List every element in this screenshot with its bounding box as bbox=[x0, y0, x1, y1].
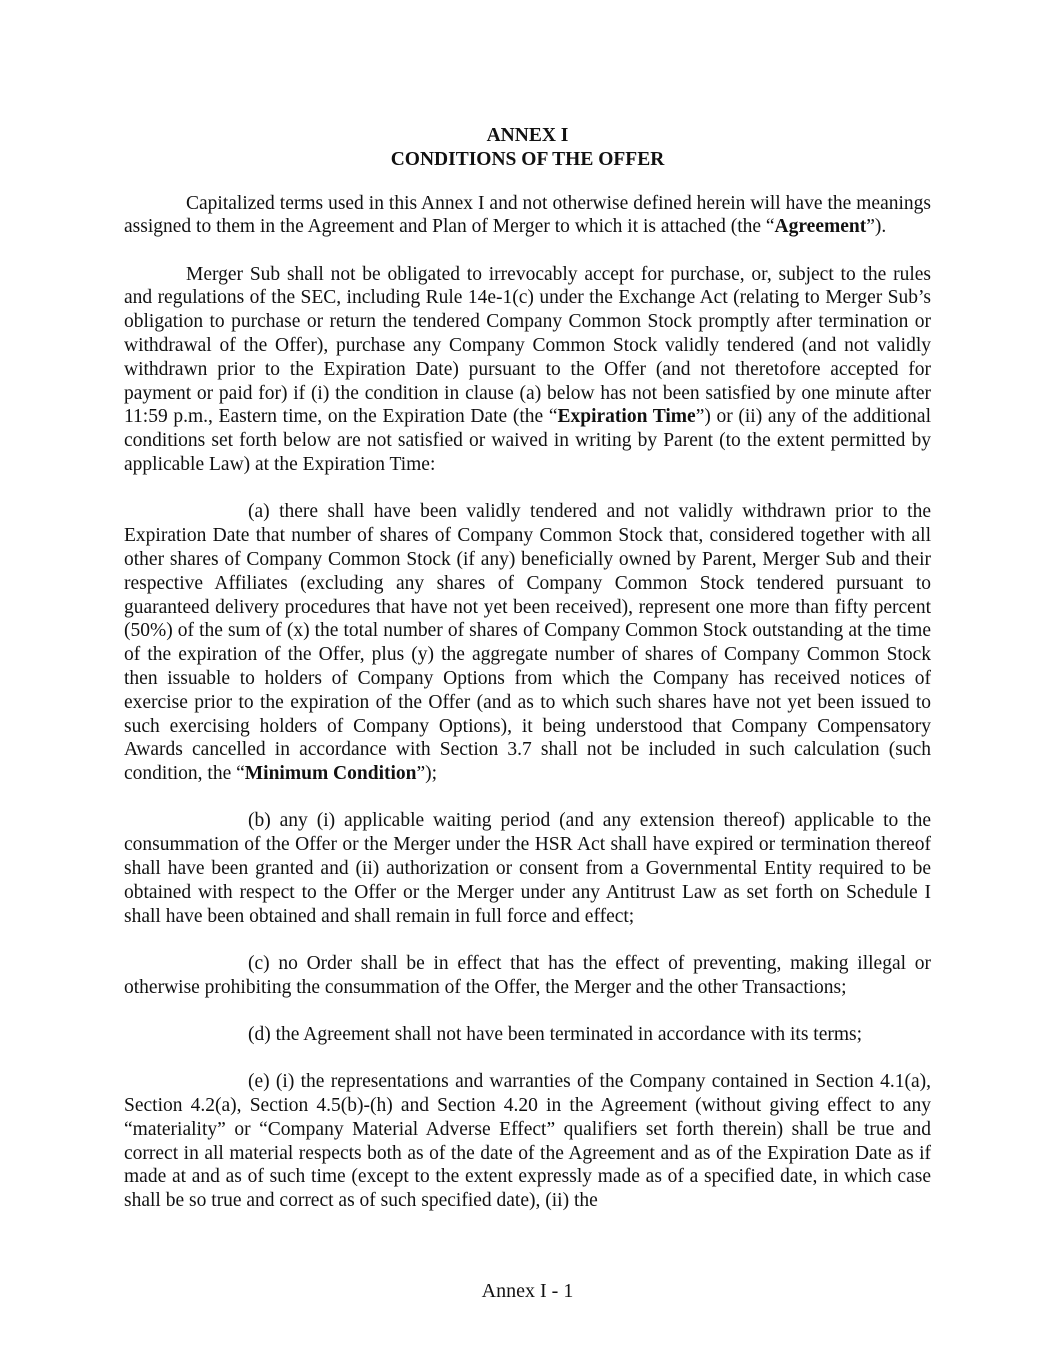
main-text-before: Merger Sub shall not be obligated to irrevocably accept for purchase, or, subject to the rules and regulations of the SEC, including Rule 14e-1(c) under the Exchange Act (relating to Merger Sub’s obligation to purchase or return the tendered Company Common Stock promptly after termination or withdrawal of the Offer), purchase any Company Common Stock validly tendered (and not validly withdrawn prior to the Expiration Date) pursuant to the Offer (and not theretofore accepted for payment or paid for) if (i) the condition in clause (a) below has not been satisfied by one minute after 11:59 p.m., Eastern time, on the Expiration Date (the “ bbox=[124, 263, 931, 428]
intro-paragraph bbox=[124, 192, 931, 240]
page-footer: Annex I - 1 bbox=[481, 1280, 574, 1302]
clause-c-paragraph: (c) no Order shall be in effect that has the effect of preventing, making illegal or otherwise prohibiting the consummation of the Offer, the Merger and the other Transactions; bbox=[124, 952, 931, 998]
main-defined-term: Expiration Time bbox=[557, 406, 696, 428]
clause-a-text-after: ”); bbox=[416, 763, 438, 785]
clause-a-paragraph bbox=[124, 500, 931, 786]
annex-title: ANNEX I bbox=[486, 125, 569, 146]
main-text-after: ”) or (ii) any of the additional conditions set forth below are not satisfied or waived in writing by Parent (to the extent permitted by applicable Law) at the Expiration Time: bbox=[124, 406, 931, 476]
intro-defined-term: Agreement bbox=[774, 216, 867, 238]
clause-e-paragraph: (e) (i) the representations and warranties of the Company contained in Section 4.1(a), Section 4.2(a), Section 4.5(b)-(h) and Section 4.20 in the Agreement (without giving effect to any “materiality” or “Company Material Adverse Effect” qualifiers set forth therein) shall be true and correct in all material respects both as of the date of the Agreement and as of the Expiration Date as if made at and as of such time (except to the extent expressly made as of a specified date, in which case shall be so true and correct as of such specified date), (ii) the bbox=[124, 1071, 931, 1212]
clause-d-paragraph: (d) the Agreement shall not have been terminated in accordance with its terms; bbox=[248, 1024, 863, 1045]
clause-b-paragraph: (b) any (i) applicable waiting period (and any extension thereof) applicable to the consummation of the Offer or the Merger under the HSR Act shall have expired or termination thereof shall have been granted and (ii) authorization or consent from a Governmental Entity required to be obtained with respect to the Offer or the Merger under any Antitrust Law as set forth on Schedule I shall have been obtained and shall remain in full force and effect; bbox=[124, 810, 931, 927]
intro-text-after: ”). bbox=[866, 216, 887, 238]
main-paragraph bbox=[124, 263, 931, 477]
clause-a-defined-term: Minimum Condition bbox=[244, 763, 417, 785]
document-page bbox=[124, 124, 931, 1237]
clause-a-text-before: (a) there shall have been validly tendered and not validly withdrawn prior to the Expiration Date that number of shares of Company Common Stock that, considered together with all other shares of Company Common Stock (if any) beneficially owned by Parent, Merger Sub and their respective Affiliates (excluding any shares of Company Common Stock tendered pursuant to guaranteed delivery procedures that have not yet been received), represent one more than fifty percent (50%) of the sum of (x) the total number of shares of Company Common Stock outstanding at the time of the expiration of the Offer, plus (y) the aggregate number of shares of Company Common Stock then issuable to holders of Company Options from which the Company has received notices of exercise prior to the expiration of the Offer (and as to which such shares have not yet been issued to such exercising holders of Company Options), it being understood that Company Compensatory Awards cancelled in accordance with Section 3.7 shall not be included in such calculation (such condition, the “ bbox=[124, 501, 931, 785]
annex-subtitle: CONDITIONS OF THE OFFER bbox=[390, 148, 665, 170]
intro-text-before: Capitalized terms used in this Annex I and not otherwise defined herein will have the meanings assigned to them in the Agreement and Plan of Merger to which it is attached (the “ bbox=[124, 192, 931, 238]
document-heading bbox=[124, 124, 931, 172]
